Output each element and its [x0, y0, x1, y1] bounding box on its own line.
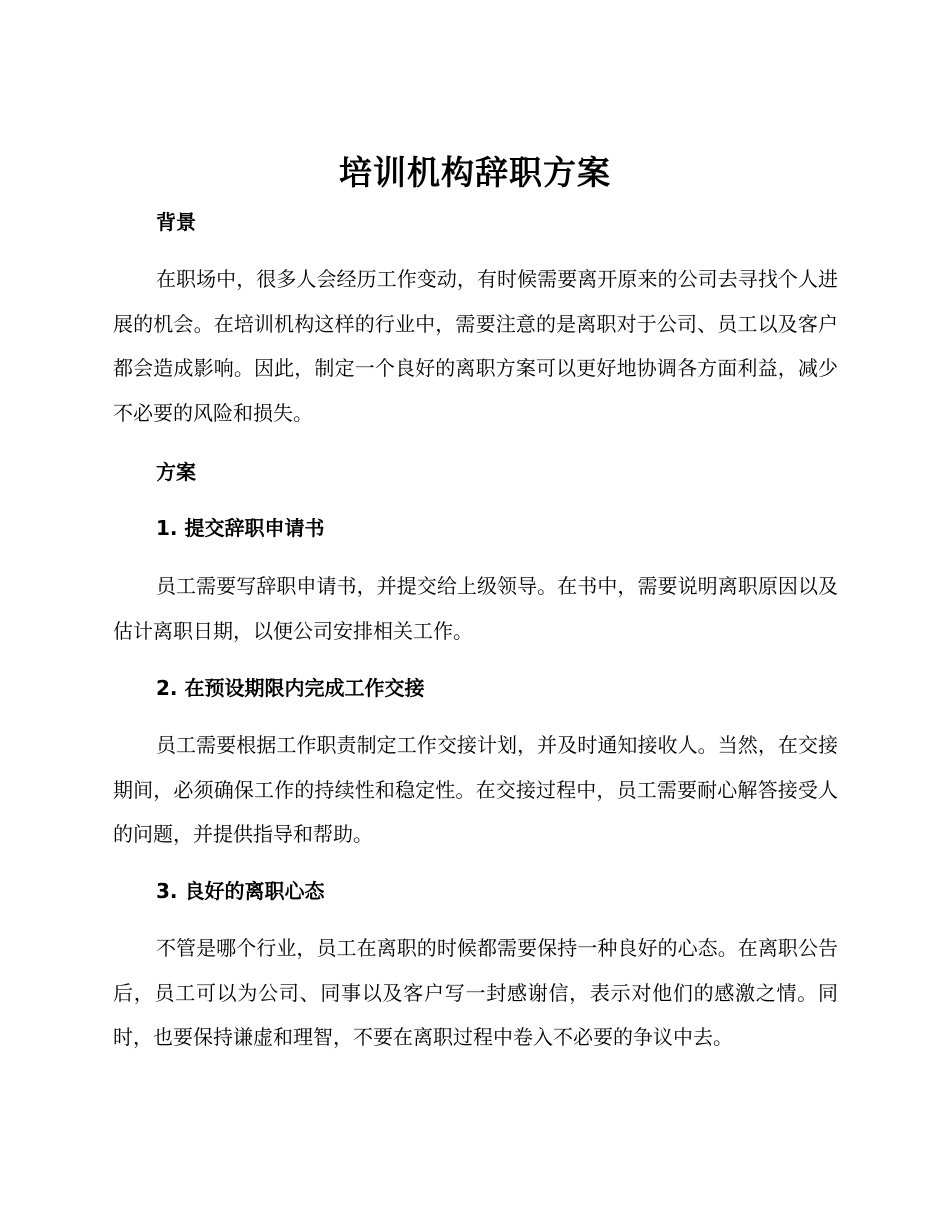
background-heading: 背景 [156, 210, 196, 234]
section-paragraph: 员工需要写辞职申请书，并提交给上级领导。在书中，需要说明离职原因以及估计离职日期，以便公司安排相关工作。 [113, 574, 838, 643]
section-heading: 2. 在预设期限内完成工作交接 [156, 676, 425, 700]
plan-heading: 方案 [156, 460, 196, 484]
section-paragraph: 员工需要根据工作职责制定工作交接计划，并及时通知接收人。当然，在交接期间，必须确保工作的持续性和稳定性。在交接过程中，员工需要耐心解答接受人的问题，并提供指导和帮助。 [113, 733, 838, 846]
background-paragraph: 在职场中，很多人会经历工作变动，有时候需要离开原来的公司去寻找个人进展的机会。在培训机构这样的行业中，需要注意的是离职对于公司、员工以及客户都会造成影响。因此，制定一个良好的离职方案可以更好地协调各方面利益，减少不必要的风险和损失。 [113, 267, 838, 425]
document-title: 培训机构辞职方案 [339, 153, 611, 192]
section-heading: 3. 良好的离职心态 [156, 879, 325, 903]
section-paragraph: 不管是哪个行业，员工在离职的时候都需要保持一种良好的心态。在离职公告后，员工可以为公司、同事以及客户写一封感谢信，表示对他们的感激之情。同时，也要保持谦虚和理智，不要在离职过程中卷入不必要的争议中去。 [113, 936, 838, 1049]
section-heading: 1. 提交辞职申请书 [156, 516, 325, 540]
